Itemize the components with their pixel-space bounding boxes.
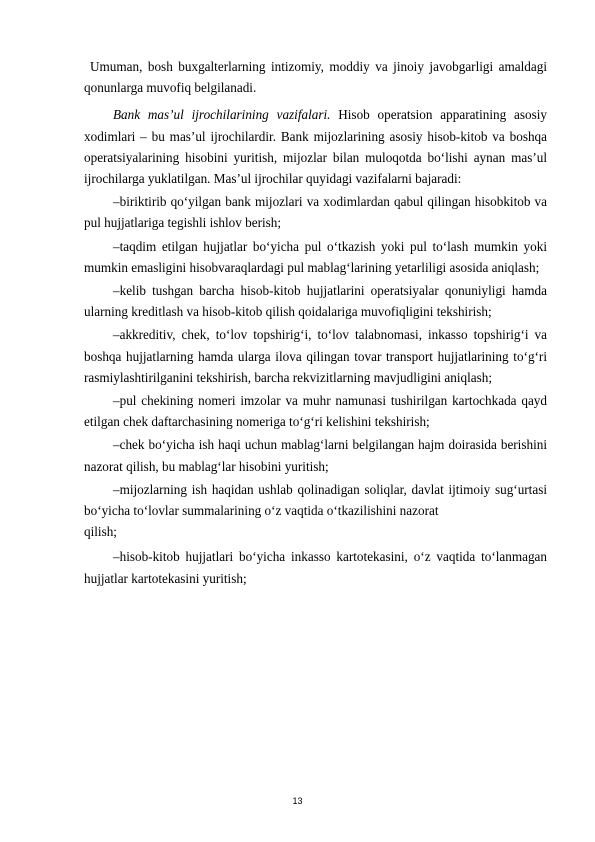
duty-item-continuation: qilish; (84, 524, 117, 540)
duty-item: –mijozlarning ish haqidan ushlab qolinadigan soliqlar, davlat ijtimoiy sug‘urtasi bo‘yicha to‘lovlar summalarining o‘z vaqtida o‘tkazilishini nazorat (84, 481, 547, 519)
duty-item: –kelib tushgan barcha hisob-kitob hujjatlarini operatsiyalar qonuniyligi hamda ularning kreditlash va hisob-kitob qilish qoidalariga muvofiqligini tekshirish; (84, 283, 547, 320)
section-paragraph (84, 104, 547, 189)
section-heading: Bank mas’ul ijrochilarining vazifalari. (113, 107, 331, 123)
duty-item: –taqdim etilgan hujjatlar bo‘yicha pul o‘tkazish yoki pul to‘lash mumkin yoki mumkin emasligini hisobvaraqlardagi pul mablag‘larining yetarliligi asosida aniqlash; (84, 238, 547, 275)
page-number: 13 (292, 796, 303, 806)
duty-item: –hisob-kitob hujjatlari bo‘yicha inkasso kartotekasini, o‘z vaqtida to‘lanmagan hujjatlar kartotekasini yuritish; (84, 549, 547, 586)
section-body-text: Hisob operatsion apparatining asosiy xodimlari – bu mas’ul ijrochilardir. Bank mijozlarining asosiy hisob-kitob va boshqa operatsiyalarining hisobini yuritish, mijozlar bilan muloqotda bo‘lishi aynan mas’ul ijrochilarga yuklatilgan. Mas’ul ijrochilar quyidagi vazifalarni bajaradi: (84, 107, 547, 187)
duty-item: –chek bo‘yicha ish haqi uchun mablag‘larni belgilangan hajm doirasida berishini nazorat qilish, bu mablag‘lar hisobini yuritish; (84, 437, 547, 474)
duty-item: –pul chekining nomeri imzolar va muhr namunasi tushirilgan kartochkada qayd etilgan chek daftarchasining nomeriga to‘g‘ri kelishini tekshirish; (84, 393, 547, 430)
duty-item: –akkreditiv, chek, to‘lov topshirig‘i, to‘lov talabnomasi, inkasso topshirig‘i va boshqa hujjatlarning hamda ularga ilova qilingan tovar transport hujjatlarining to‘g‘ri rasmiylashtirilganini tekshirish, barcha rekvizitlarning mavjudligini aniqlash; (84, 327, 547, 385)
page-body (84, 56, 547, 591)
duty-item: –biriktirib qo‘yilgan bank mijozlari va xodimlardan qabul qilingan hisobkitob va pul hujjatlariga tegishli ishlov berish; (84, 194, 547, 231)
intro-paragraph: Umuman, bosh buxgalterlarning intizomiy, moddiy va jinoiy javobgarligi amaldagi qonunlarga muvofiq belgilanadi. (84, 59, 547, 96)
